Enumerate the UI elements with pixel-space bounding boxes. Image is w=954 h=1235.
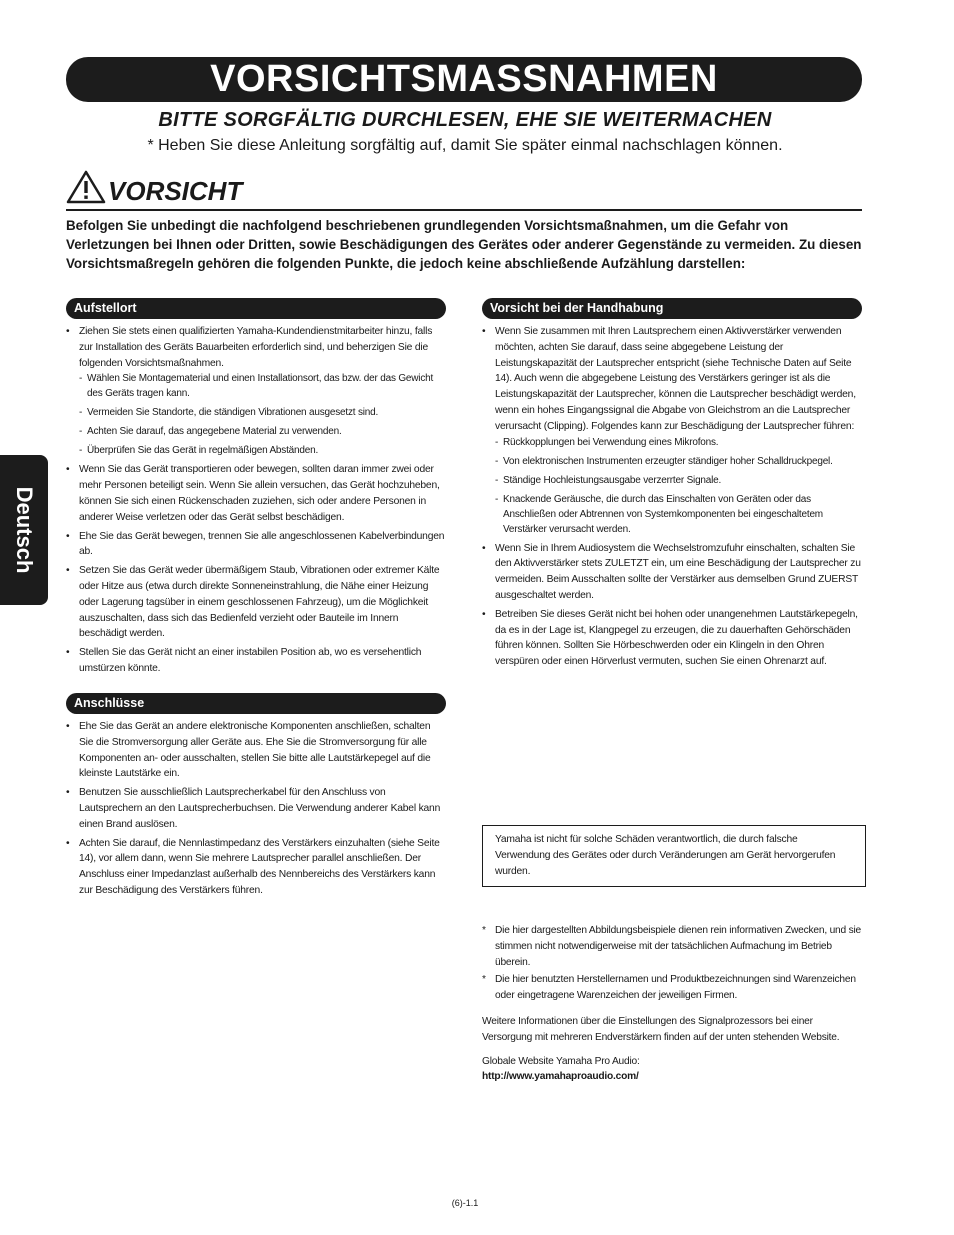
- website-link[interactable]: http://www.yamahaproaudio.com/: [482, 1071, 639, 1083]
- language-tab: [0, 455, 48, 605]
- aufstellort-heading: Aufstellort: [66, 298, 446, 319]
- sub-item: - Achten Sie darauf, das angegebene Material zu verwenden.: [79, 424, 446, 439]
- list-item: • Ehe Sie das Gerät an andere elektronische Komponenten anschließen, schalten Sie die Stromversorgung aller Geräte aus. Ehe Sie die Stromversorgung für alle Komponenten an- oder ausschalten, stellen Sie bitte alle Lautstärkepegel auf die kleinste Lautstärke ein.: [66, 719, 446, 782]
- list-item: • Achten Sie darauf, die Nennlastimpedanz des Verstärkers einzuhalten (siehe Seite 14), vor allem dann, wenn Sie mehrere Lautsprecher parallel anschließen. Der Anschluss einer Impedanzlast außerhalb des Nennbereichs des Verstärkers kann zur Beschädigung des Verstärkers führen.: [66, 836, 446, 899]
- handhabung-section: [482, 298, 862, 673]
- warning-triangle-icon: [66, 170, 106, 204]
- sub-item: - Von elektronischen Instrumenten erzeugter ständiger hoher Schalldruckpegel.: [495, 454, 862, 469]
- list-item: • Setzen Sie das Gerät weder übermäßigem Staub, Vibrationen oder extremer Kälte oder Hitze aus (etwa durch direkte Sonneneinstrahlung, die Nähe einer Heizung oder Lagerung tagsüber in einem geschlossenen Fahrzeug), um die Möglichkeit auszuschalten, dass sich das Bedienfeld verzieht oder Bauteile im Innern beschädigt werden.: [66, 563, 446, 642]
- subtitle: BITTE SORGFÄLTIG DURCHLESEN, EHE SIE WEITERMACHEN: [158, 109, 772, 131]
- page-title: VORSICHTSMASSNAHMEN: [66, 57, 862, 102]
- disclaimer-box: Yamaha ist nicht für solche Schäden verantwortlich, die durch falsche Verwendung des Gerätes oder durch Veränderungen am Gerät hervorgerufen wurden.: [482, 825, 866, 887]
- caution-intro: Befolgen Sie unbedingt die nachfolgend beschriebenen grundlegenden Vorsichtsmaßnahmen, um die Gefahr von Verletzungen bei Ihnen oder Dritten, sowie Beschädigungen des Gerätes oder anderer Gegenstände zu vermeiden. Zu diesen Vorsichtsmaßregeln gehören die folgenden Punkte, die jedoch keine abschließende Aufzählung darstellen:: [66, 218, 862, 271]
- list-item: • Wenn Sie das Gerät transportieren oder bewegen, sollten daran immer zwei oder mehr Personen beteiligt sein. Wenn Sie allein versuchen, das Gerät hochzuheben, können Sie sich einen Rückenschaden zuziehen, sich oder andere Personen in anderer Weise verletzen oder das Gerät selbst beschädigen.: [66, 462, 446, 525]
- note-text: Die hier dargestellten Abbildungsbeispiele dienen rein informativen Zwecken, und sie stimmen nicht notwendigerweise mit der tatsächlichen Aufmachung im Betrieb überein.: [495, 925, 862, 968]
- sub-item: - Vermeiden Sie Standorte, die ständigen Vibrationen ausgesetzt sind.: [79, 405, 446, 420]
- sub-item: - Knackende Geräusche, die durch das Einschalten von Geräten oder das Anschließen oder Abtrennen von Systemkomponenten bei eingeschaltetem Verstärker verursacht werden.: [495, 492, 862, 537]
- list-item: [66, 324, 446, 458]
- list-item: [482, 324, 862, 537]
- list-item: • Wenn Sie in Ihrem Audiosystem die Wechselstromzufuhr einschalten, schalten Sie den Aktivverstärker stets ZULETZT ein, um eine Beschädigung der Lautsprecher zu vermeiden. Beim Ausschalten sollte der Verstärker aus demselben Grund ZUERST ausgeschaltet werden.: [482, 541, 862, 604]
- handhabung-heading: Vorsicht bei der Handhabung: [482, 298, 862, 319]
- more-info-text: Weitere Informationen über die Einstellungen des Signalprozessors bei einer Versorgung mit mehreren Endverstärkern finden auf der unten stehenden Website.: [482, 1015, 840, 1043]
- page-number: (6)-1.1: [451, 1198, 479, 1208]
- note-item: [482, 972, 862, 1004]
- website-label: Globale Website Yamaha Pro Audio:: [482, 1055, 640, 1067]
- sub-item: - Wählen Sie Montagematerial und einen Installationsort, das bzw. der das Gewicht des Geräts tragen kann.: [79, 371, 446, 401]
- list-item-text: Ziehen Sie stets einen qualifizierten Yamaha-Kundendienstmitarbeiter hinzu, falls zur Installation des Geräts Bauarbeiten erforderlich sind, und beherzigen Sie die folgenden Vorsichtsmaßnahmen.: [79, 326, 433, 369]
- list-item: • Stellen Sie das Gerät nicht an einer instabilen Position ab, wo es versehentlich umstürzen könnte.: [66, 645, 446, 677]
- caution-heading: VORSICHT: [108, 176, 243, 206]
- sub-item: - Überprüfen Sie das Gerät in regelmäßigen Abständen.: [79, 443, 446, 458]
- sub-item: - Rückkopplungen bei Verwendung eines Mikrofons.: [495, 435, 862, 450]
- keep-manual-note: * Heben Sie diese Anleitung sorgfältig auf, damit Sie später einmal nachschlagen können.: [147, 137, 783, 154]
- anschluesse-heading: Anschlüsse: [66, 693, 446, 714]
- note-mark: *: [482, 925, 486, 936]
- list-item: • Benutzen Sie ausschließlich Lautsprecherkabel für den Anschluss von Lautsprechern an den Lautsprecherbuchsen. Die Verwendung anderer Kabel kann einen Brand auslösen.: [66, 785, 446, 832]
- note-text: Die hier benutzten Herstellernamen und Produktbezeichnungen sind Warenzeichen oder eingetragene Warenzeichen der jeweiligen Firmen.: [495, 974, 856, 1002]
- list-item: • Ehe Sie das Gerät bewegen, trennen Sie alle angeschlossenen Kabelverbindungen ab.: [66, 529, 446, 561]
- note-mark: *: [482, 974, 486, 986]
- sub-item: - Ständige Hochleistungsausgabe verzerrter Signale.: [495, 473, 862, 488]
- divider: [66, 209, 862, 211]
- anschluesse-section: [66, 693, 446, 902]
- note-item: [482, 923, 862, 970]
- language-tab-label: Deutsch: [12, 486, 37, 574]
- list-item-text: Wenn Sie zusammen mit Ihren Lautsprechern einen Aktivverstärker verwenden möchten, achten Sie darauf, dass seine abgegebene Leistung der Leistungskapazität der Lautsprecher entspricht (siehe Technische Daten auf Seite 14). Auch wenn die abgegebene Leistung des Verstärkers geringer ist als die Leistungskapazität der Lautsprecher, können die Lautsprecher beschädigt werden, wenn ein hohes Eingangssignal die Abgabe von Gleichstrom an die Lautsprecher verursacht (Clipping). Folgendes kann zur Beschädigung der Lautsprecher führen:: [495, 326, 856, 432]
- list-item: • Betreiben Sie dieses Gerät nicht bei hohen oder unangenehmen Lautstärkepegeln, da es in der Lage ist, Klangpegel zu erzeugen, die zu dauerhaften Gehörschäden führen können. Sollten Sie Hörbeschwerden oder ein Klingeln in den Ohren verspüren oder einen Hörverlust vermuten, suchen Sie einen Ohrenarzt auf.: [482, 607, 862, 670]
- notes-section: [482, 923, 862, 1085]
- aufstellort-section: [66, 298, 446, 680]
